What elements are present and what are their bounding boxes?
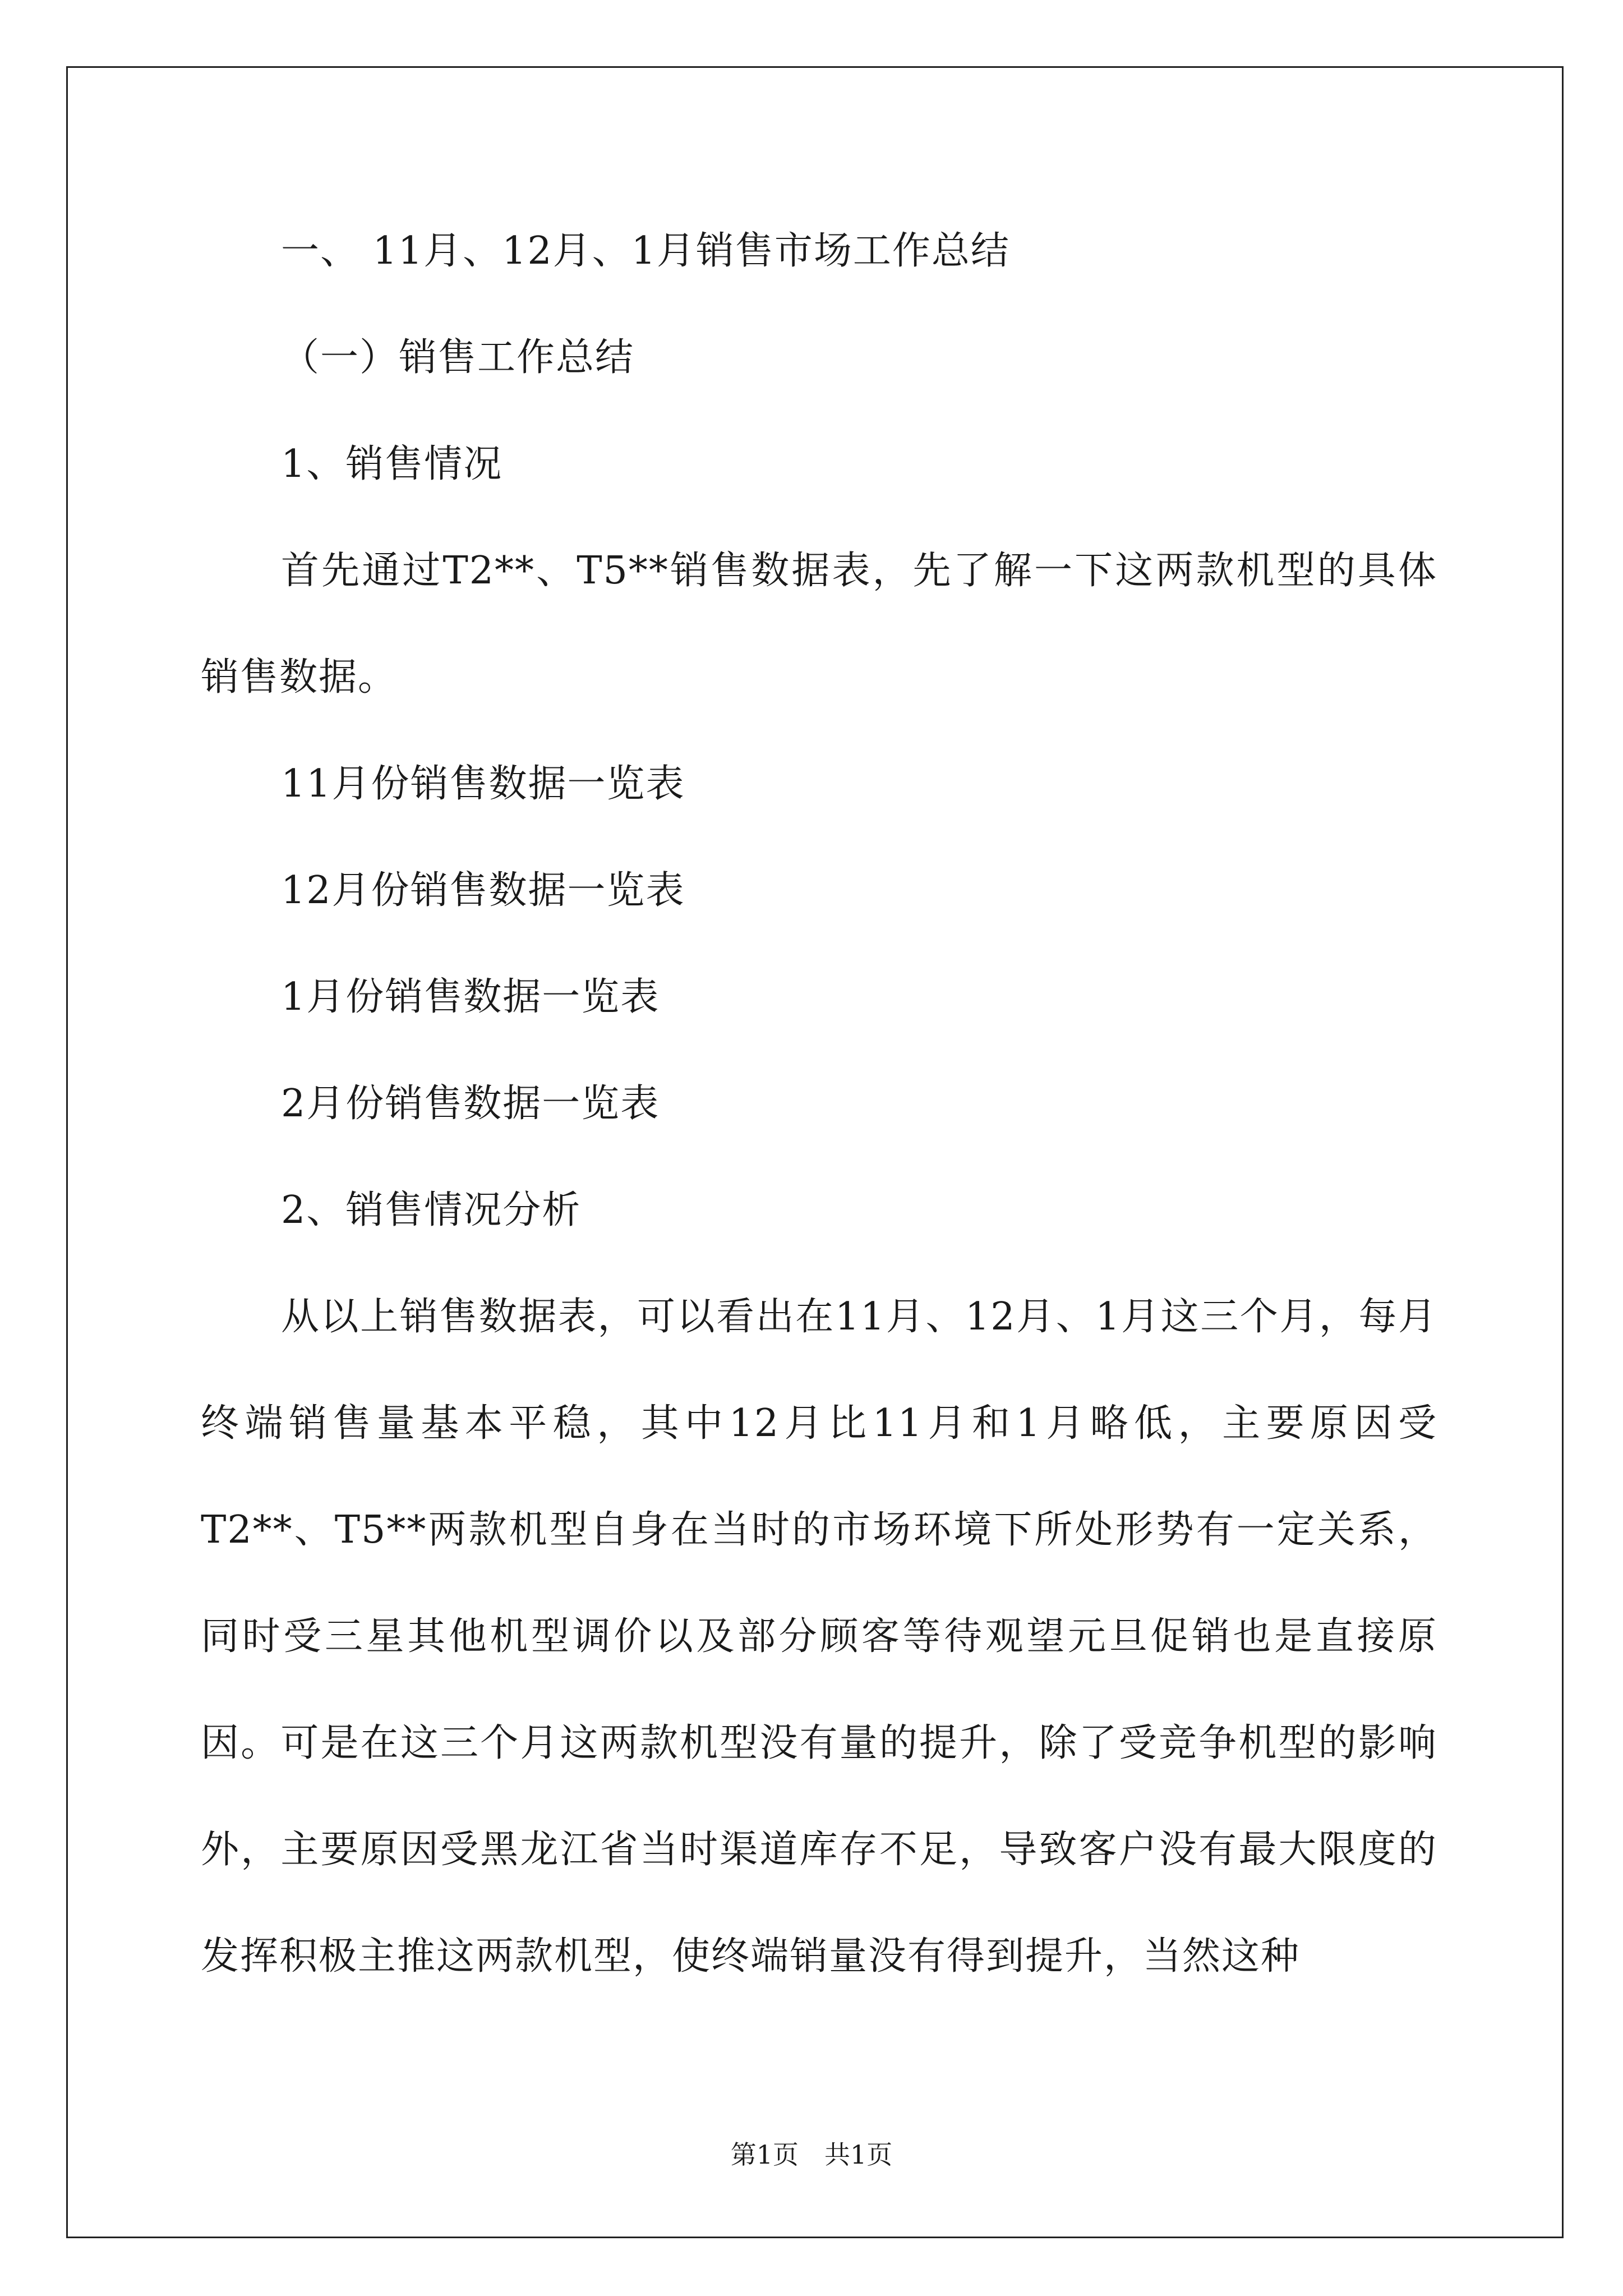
- page-footer: 第1页 共1页: [730, 2139, 893, 2170]
- table-title-february: 2月份销售数据一览表: [281, 1082, 660, 1126]
- document-body: [201, 213, 1437, 2010]
- table-title-november: 11月份销售数据一览表: [281, 762, 685, 806]
- item-heading-sales: 1、销售情况: [281, 442, 503, 486]
- table-title-december: 12月份销售数据一览表: [281, 868, 685, 913]
- item-heading-analysis: 2、销售情况分析: [281, 1188, 582, 1232]
- intro-paragraph: 首先通过T2**、T5**销售数据表，先了解一下这两款机型的具体销售数据。: [201, 549, 1437, 700]
- section-heading-1: 一、 11月、12月、1月销售市场工作总结: [281, 229, 1010, 273]
- analysis-paragraph: 从以上销售数据表，可以看出在11月、12月、1月这三个月，每月终端销售量基本平稳，其中12月比11月和1月略低，主要原因受T2**、T5**两款机型自身在当时的市场环境下所处形势有一定关系，同时受三星其他机型调价以及部分顾客等待观望元旦促销也是直接原因。可是在这三个月这两款机型没有量的提升，除了受竞争机型的影响外，主要原因受黑龙江省当时渠道库存不足，导致客户没有最大限度的发挥积极主推这两款机型，使终端销量没有得到提升，当然这种: [201, 1295, 1437, 1978]
- subsection-heading: （一）销售工作总结: [281, 335, 635, 380]
- table-title-january: 1月份销售数据一览表: [281, 975, 660, 1019]
